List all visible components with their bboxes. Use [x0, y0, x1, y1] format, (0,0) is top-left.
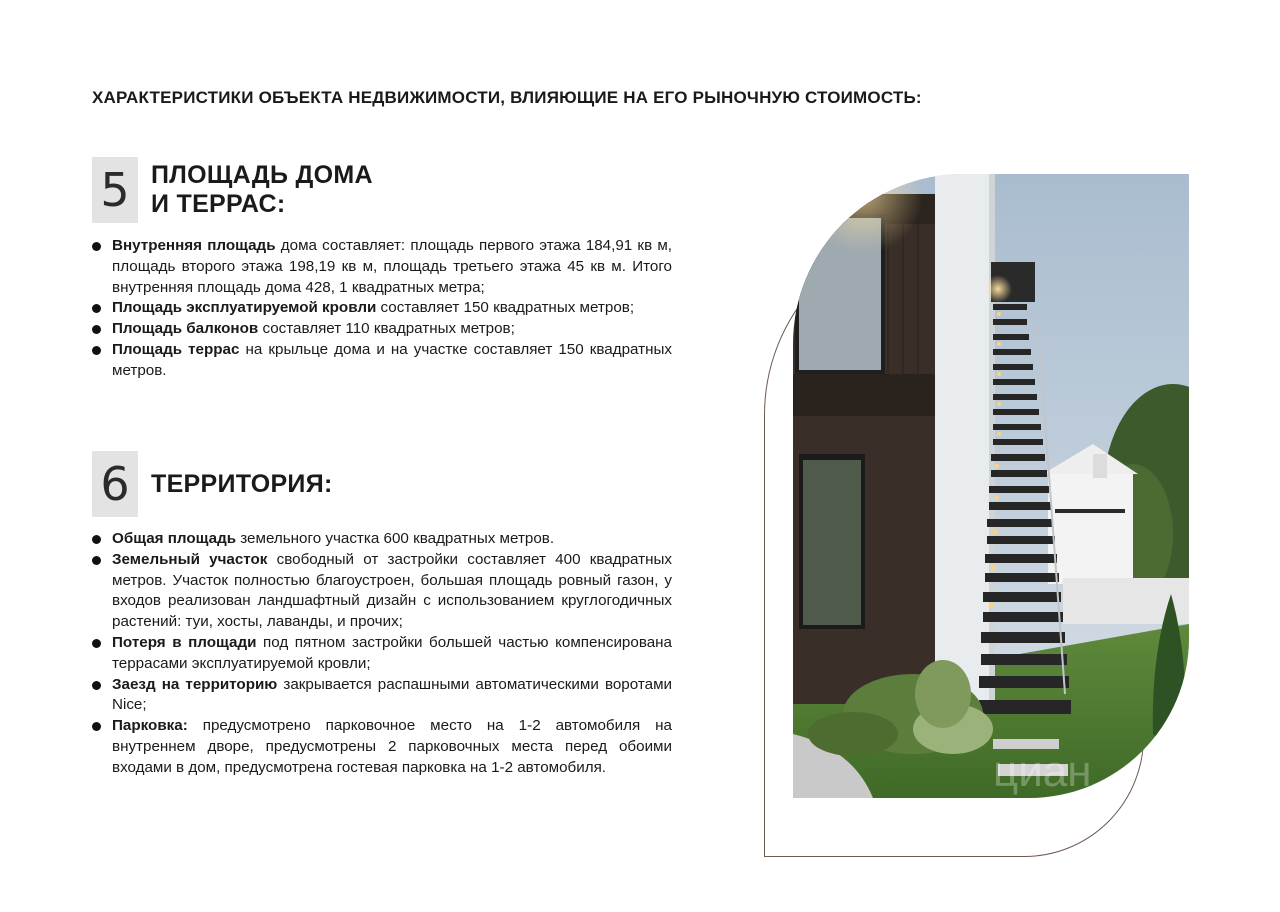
list-item [92, 319, 672, 340]
list-item [92, 633, 672, 675]
house-photo [793, 174, 1189, 798]
house-illustration [793, 174, 1189, 798]
list-item-text: закрывается распашными автоматическими воротами Nice; [112, 675, 672, 714]
section-header [92, 157, 672, 223]
list-item-bold: Площадь балконов [112, 320, 259, 338]
section-house-area [92, 157, 672, 382]
section-title-line-2: И ТЕРРАС: [151, 190, 286, 218]
house-photo-block [760, 170, 1192, 860]
territory-list [92, 529, 672, 779]
list-item [92, 716, 672, 778]
list-item [92, 529, 672, 550]
list-item-text: на крыльце дома и на участке составляет 150 квадратных метров. [112, 340, 672, 379]
section-title-line-1: ПЛОЩАДЬ ДОМА [151, 161, 373, 189]
list-item [92, 340, 672, 382]
list-item [92, 550, 672, 633]
house-area-list [92, 236, 672, 382]
list-item-text: предусмотрено парковочное место на 1-2 автомобиля на внутреннем дворе, предусмотрены 2 парковочных места перед обоими входами в дом, предусмотрена гостевая парковка на 1-2 автомобиля. [112, 717, 672, 776]
list-item-bold: Потеря в площади [112, 633, 257, 651]
section-header [92, 451, 672, 517]
list-item [92, 298, 672, 319]
list-item-bold: Площадь террас [112, 340, 240, 358]
section-number-badge: 5 [92, 157, 138, 223]
list-item-text: составляет 110 квадратных метров; [258, 320, 515, 338]
list-item [92, 675, 672, 717]
section-territory [92, 451, 672, 779]
list-item-text: составляет 150 квадратных метров; [376, 299, 635, 317]
page-heading: ХАРАКТЕРИСТИКИ ОБЪЕКТА НЕДВИЖИМОСТИ, ВЛИЯЮЩИЕ НА ЕГО РЫНОЧНУЮ СТОИМОСТЬ: [92, 88, 922, 107]
list-item [92, 236, 672, 298]
section-number-badge: 6 [92, 451, 138, 517]
list-item-bold: Земельный участок [112, 550, 268, 568]
list-item-text: земельного участка 600 квадратных метров. [236, 530, 555, 547]
list-item-bold: Площадь эксплуатируемой кровли [112, 299, 377, 317]
list-item-bold: Общая площадь [112, 530, 237, 547]
section-title-line-1: ТЕРРИТОРИЯ: [151, 469, 333, 498]
section-title [151, 470, 333, 499]
list-item-bold: Заезд на территорию [112, 675, 278, 693]
section-title [151, 161, 373, 219]
list-item-bold: Внутренняя площадь [112, 237, 276, 254]
list-item-text: дома составляет: площадь первого этажа 184,91 кв м, площадь второго этажа 198,19 кв м, площадь третьего этажа 45 кв м. Итого внутренняя площадь дома 428, 1 квадратных метра; [112, 237, 673, 296]
list-item-bold: Парковка: [112, 717, 188, 735]
list-item-text: свободный от застройки составляет 400 квадратных метров. Участок полностью благоустроен, большая площадь ровный газон, у входов реализован ландшафтный дизайн с использованием круглогодичных растений: туи, хосты, лаванды, и прочих; [112, 550, 672, 631]
watermark-text: циан [993, 747, 1092, 796]
list-item-text: под пятном застройки большей частью компенсирована террасами эксплуатируемой кровли; [112, 633, 672, 672]
